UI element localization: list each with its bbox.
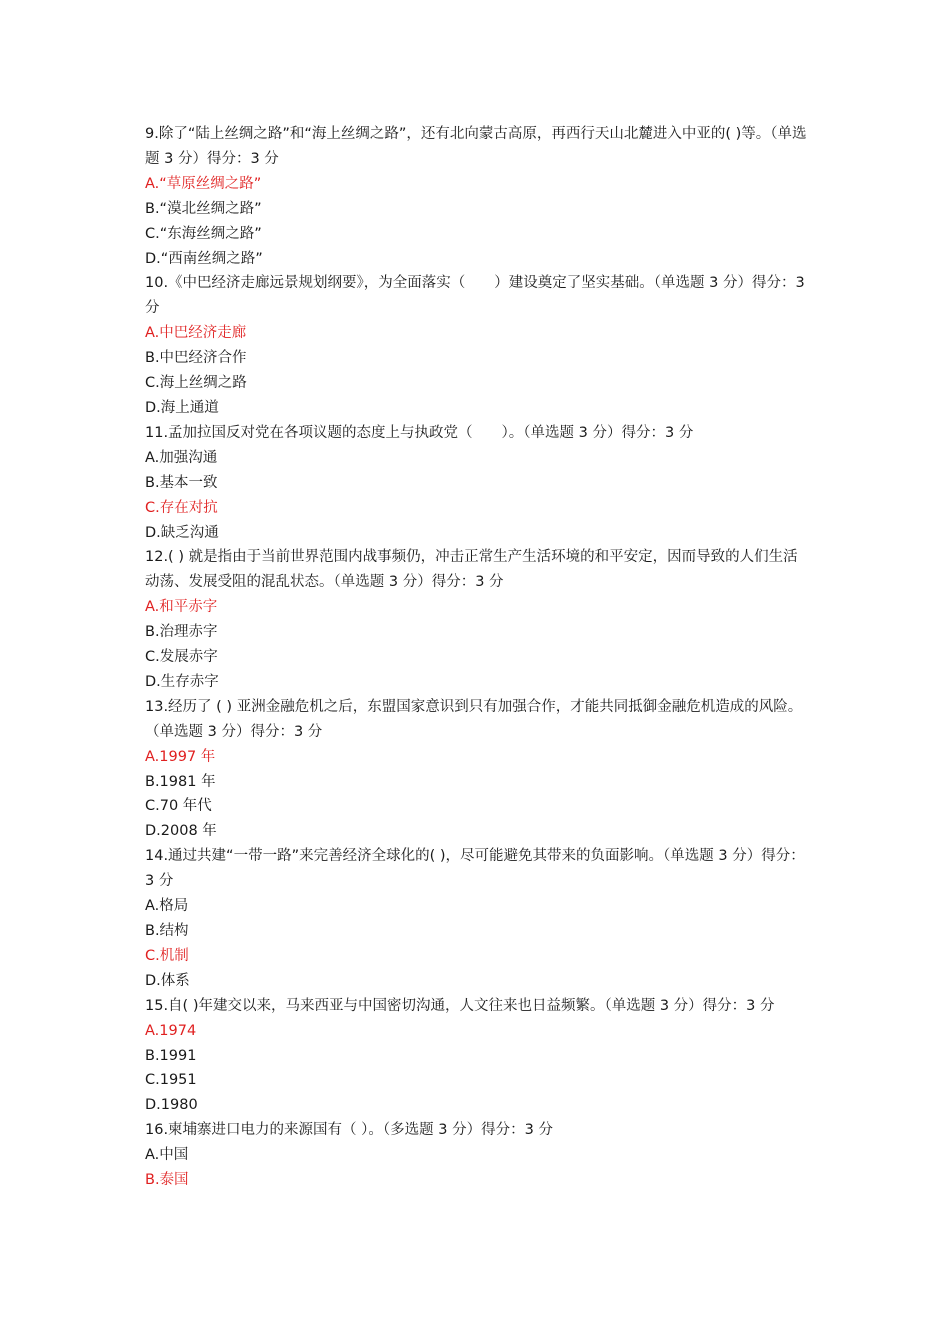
correct-answer-option: A.和平赤字: [145, 599, 218, 616]
correct-answer-option: A.中巴经济走廊: [145, 325, 247, 342]
answer-option: D.生存赤字: [145, 673, 219, 690]
answer-option: B.“漠北丝绸之路”: [145, 200, 262, 217]
answer-option: D.体系: [145, 972, 190, 989]
answer-option: D.海上通道: [145, 399, 219, 416]
correct-answer-option: C.机制: [145, 947, 189, 964]
answer-option: B.1981 年: [145, 773, 216, 790]
question-stem: 15.自( )年建交以来，马来西亚与中国密切沟通，人文往来也日益频繁。（单选题 3 分）得分：3 分: [145, 997, 775, 1014]
question-block: [145, 122, 810, 271]
answer-option: C.1951: [145, 1072, 197, 1089]
correct-answer-option: B.泰国: [145, 1172, 189, 1189]
question-block: [145, 844, 810, 993]
answer-option: D.2008 年: [145, 823, 217, 840]
question-block: [145, 695, 810, 844]
question-stem: 10.《中巴经济走廊远景规划纲要》，为全面落实（ ）建设奠定了坚实基础。（单选题 3 分）得分：3 分: [145, 275, 805, 317]
answer-option: C.70 年代: [145, 798, 212, 815]
question-stem: 16.柬埔寨进口电力的来源国有（ ）。（多选题 3 分）得分：3 分: [145, 1122, 553, 1139]
question-stem: 9.除了“陆上丝绸之路”和“海上丝绸之路”，还有北向蒙古高原，再西行天山北麓进入中亚的( )等。（单选题 3 分）得分：3 分: [145, 126, 807, 167]
question-block: [145, 545, 810, 694]
question-block: [145, 994, 810, 1119]
answer-option: A.加强沟通: [145, 449, 218, 466]
answer-option: D.1980: [145, 1097, 198, 1114]
answer-option: B.基本一致: [145, 474, 218, 491]
answer-option: C.发展赤字: [145, 649, 218, 666]
question-block: [145, 1118, 810, 1193]
answer-option: C.海上丝绸之路: [145, 375, 247, 392]
question-block: [145, 271, 810, 420]
correct-answer-option: C.存在对抗: [145, 499, 218, 516]
document-body: [145, 122, 810, 1193]
correct-answer-option: A.1974: [145, 1022, 197, 1039]
question-stem: 13.经历了 ( ) 亚洲金融危机之后，东盟国家意识到只有加强合作，才能共同抵御金融危机造成的风险。（单选题 3 分）得分：3 分: [145, 698, 803, 740]
answer-option: B.治理赤字: [145, 624, 218, 641]
answer-option: C.“东海丝绸之路”: [145, 225, 262, 242]
answer-option: D.“西南丝绸之路”: [145, 250, 263, 267]
question-stem: 14.通过共建“一带一路”来完善经济全球化的( )，尽可能避免其带来的负面影响。（单选题 3 分）得分：3 分: [145, 848, 805, 890]
answer-option: A.格局: [145, 898, 189, 915]
answer-option: B.中巴经济合作: [145, 350, 247, 367]
answer-option: B.1991: [145, 1047, 197, 1064]
question-block: [145, 421, 810, 546]
question-stem: 12.( ) 就是指由于当前世界范围内战事频仍，冲击正常生产生活环境的和平安定，因而导致的人们生活动荡、发展受阻的混乱状态。（单选题 3 分）得分：3 分: [145, 549, 798, 591]
correct-answer-option: A.1997 年: [145, 748, 216, 765]
answer-option: B.结构: [145, 923, 189, 939]
question-stem: 11.孟加拉国反对党在各项议题的态度上与执政党（ ）。（单选题 3 分）得分：3 分: [145, 424, 694, 441]
answer-option: D.缺乏沟通: [145, 524, 219, 541]
answer-option: A.中国: [145, 1147, 189, 1164]
correct-answer-option: A.“草原丝绸之路”: [145, 175, 262, 192]
